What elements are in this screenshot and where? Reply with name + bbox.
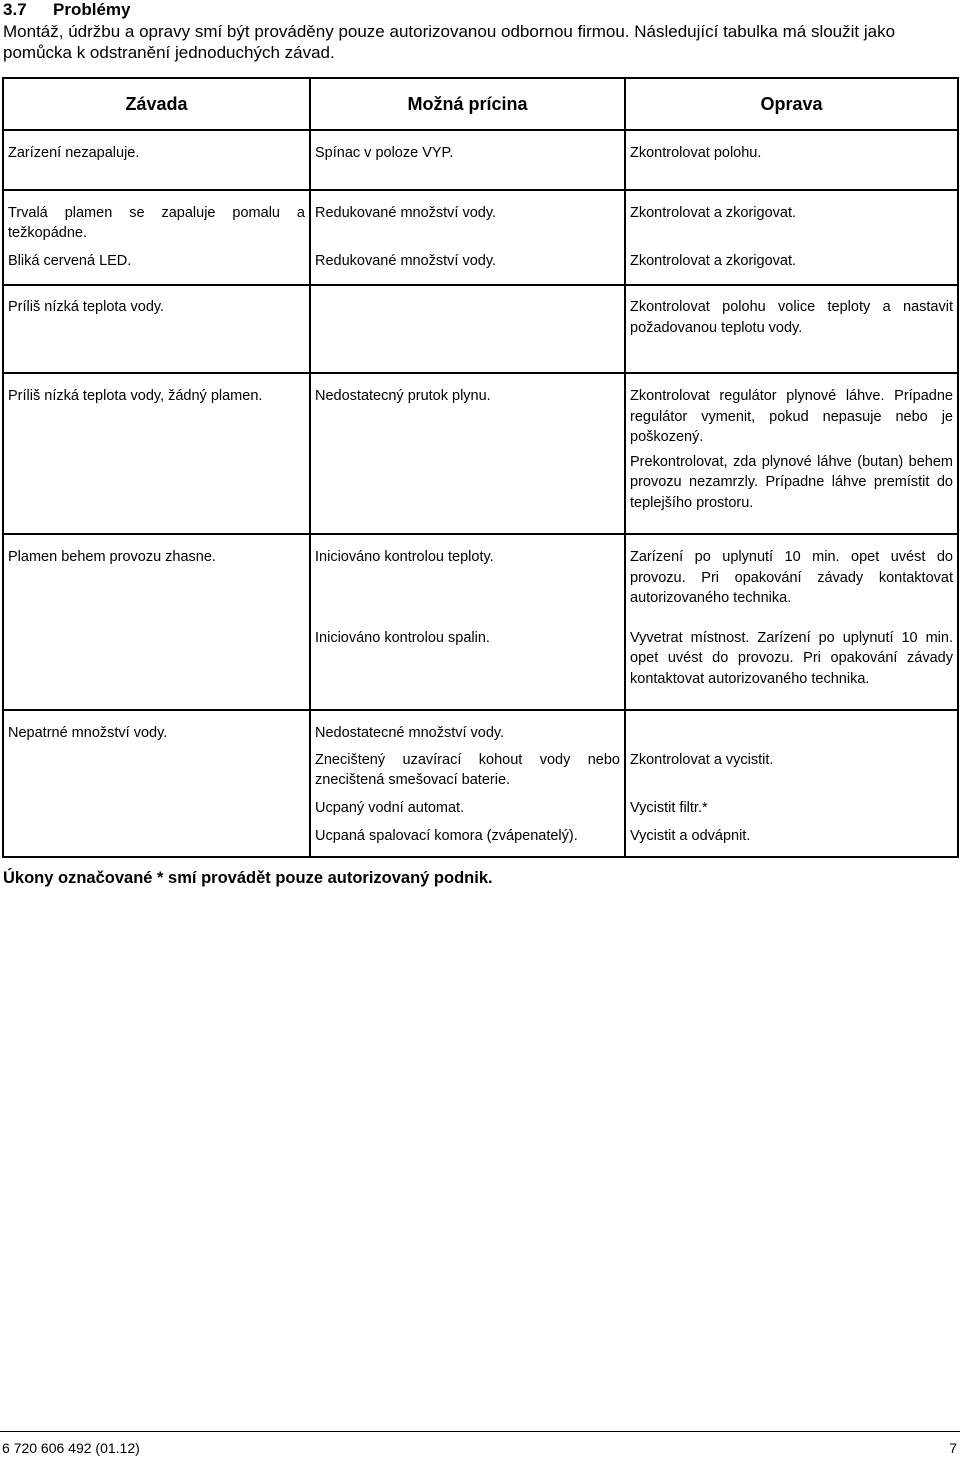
table-row [3,386,958,448]
fault-cell: Plamen behem provozu zhasne. [3,547,310,609]
column-header-cause: Možná prícina [310,78,625,130]
table-row [3,750,958,791]
fault-cell: Príliš nízká teplota vody. [3,297,310,338]
document-number: 6 720 606 492 (01.12) [2,1440,140,1456]
remedy-cell: Zkontrolovat regulátor plynové láhve. Prípadne regulátor vymenit, pokud nepasuje nebo je poškozený. [625,386,958,448]
table-row [3,826,958,847]
remedy-cell: Zkontrolovat a vycistit. [625,750,958,791]
intro-line: Montáž, údržbu a opravy smí být prováděny pouze autorizovanou odbornou firmou. Následující tabulka má sloužit jako [3,22,896,41]
table-row [3,547,958,609]
column-header-remedy: Oprava [625,78,958,130]
footnote: Úkony označované * smí provádět pouze autorizovaný podnik. [3,869,493,887]
page-number: 7 [949,1440,957,1456]
cause-cell: Redukované množství vody. [310,203,625,244]
cause-cell: Ucpaná spalovací komora (zvápenatelý). [310,826,625,847]
fault-cell: Trvalá plamen se zapaluje pomalu a težkopádne. [3,203,310,244]
table-row [3,203,958,244]
cause-cell: Redukované množství vody. [310,251,625,272]
cause-cell: Iniciováno kontrolou spalin. [310,628,625,690]
fault-cell [3,826,310,847]
table-row [3,798,958,819]
table-header-row [3,78,958,130]
remedy-cell: Zkontrolovat a zkorigovat. [625,251,958,272]
troubleshooting-table [2,77,959,858]
cause-cell: Spínac v poloze VYP. [310,143,625,164]
section-heading [3,0,130,20]
column-header-fault: Závada [3,78,310,130]
fault-cell [3,798,310,819]
fault-cell: Príliš nízká teplota vody, žádný plamen. [3,386,310,448]
fault-cell: Nepatrné množství vody. [3,723,310,744]
table-row [3,143,958,164]
remedy-cell: Zkontrolovat polohu. [625,143,958,164]
intro-line: pomůcka k odstranění jednoduchých závad. [3,43,335,62]
cause-cell: Iniciováno kontrolou teploty. [310,547,625,609]
table-row [3,723,958,744]
remedy-cell: Vyvetrat místnost. Zarízení po uplynutí 10 min. opet uvést do provozu. Pri opakování závady kontaktovat autorizovaného technika. [625,628,958,690]
intro-paragraph [3,21,958,63]
table-row [3,297,958,338]
footer-divider [0,1431,960,1432]
fault-cell [3,452,310,514]
cause-cell: Znecištený uzavírací kohout vody nebo znecištená smešovací baterie. [310,750,625,791]
table-row [3,452,958,514]
remedy-cell: Zarízení po uplynutí 10 min. opet uvést do provozu. Pri opakování závady kontaktovat autorizovaného technika. [625,547,958,609]
fault-cell: Zarízení nezapaluje. [3,143,310,164]
cause-cell: Ucpaný vodní automat. [310,798,625,819]
table-row [3,251,958,272]
cause-cell [310,297,625,338]
cause-cell [310,452,625,514]
fault-cell [3,750,310,791]
remedy-cell: Zkontrolovat polohu volice teploty a nastavit požadovanou teplotu vody. [625,297,958,338]
fault-cell [3,628,310,690]
cause-cell: Nedostatecné množství vody. [310,723,625,744]
fault-cell: Bliká cervená LED. [3,251,310,272]
remedy-cell: Zkontrolovat a zkorigovat. [625,203,958,244]
troubleshooting-table-wrapper [2,77,957,858]
remedy-cell: Vycistit filtr.* [625,798,958,819]
section-number: 3.7 [3,0,27,19]
remedy-cell: Vycistit a odvápnit. [625,826,958,847]
remedy-cell: Prekontrolovat, zda plynové láhve (butan) behem provozu nezamrzly. Prípadne láhve premístit do teplejšího prostoru. [625,452,958,514]
remedy-cell [625,723,958,744]
section-title: Problémy [53,0,131,19]
cause-cell: Nedostatecný prutok plynu. [310,386,625,448]
table-row [3,628,958,690]
